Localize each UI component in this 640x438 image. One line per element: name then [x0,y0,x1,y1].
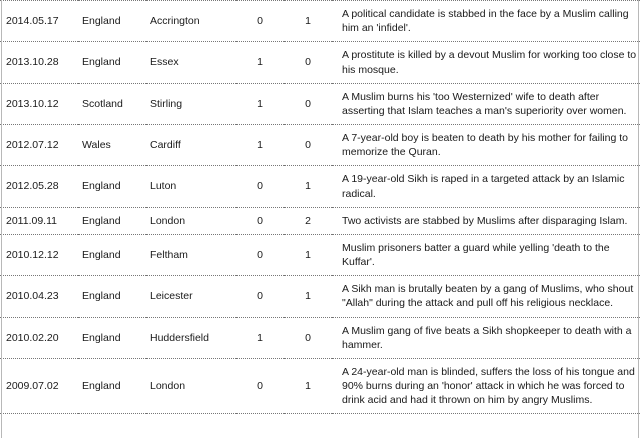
cell-killed: 0 [257,290,263,303]
cell-injured: 0 [305,97,311,110]
cell-killed: 0 [257,380,263,393]
cell-country: England [82,248,121,261]
cell-injured: 0 [305,56,311,69]
cell-injured: 1 [305,15,311,28]
cell-city: Leicester [150,290,193,303]
cell-injured: 0 [305,139,311,152]
table-row [0,166,640,207]
cell-description: A Muslim burns his 'too Westernized' wife to death after asserting that Islam teaches a man's superiority over women. [342,90,627,117]
cell-city: Essex [150,56,179,69]
cell-country: England [82,331,121,344]
cell-killed: 0 [257,214,263,227]
cell-injured: 1 [305,180,311,193]
cell-country: England [82,380,121,393]
table-row [0,125,640,166]
cell-date: 2011.09.11 [6,214,57,227]
table-left-border [1,0,2,438]
cell-killed: 1 [257,331,263,344]
cell-date: 2012.07.12 [6,139,59,152]
cell-country: England [82,56,121,69]
cell-description: A 24-year-old man is blinded, suffers the loss of his tongue and 90% burns during an 'honor' attack in which he was forced to drink acid and had it thrown on him by angry Muslims. [342,365,635,407]
cell-date: 2014.05.17 [6,15,59,28]
cell-date: 2010.04.23 [6,290,59,303]
cell-injured: 0 [305,331,311,344]
incident-table-body [0,1,640,414]
cell-killed: 0 [257,15,263,28]
cell-country: England [82,15,121,28]
cell-date: 2010.02.20 [6,331,59,344]
cell-date: 2013.10.12 [6,97,59,110]
cell-country: Scotland [82,97,123,110]
cell-city: Huddersfield [150,331,209,344]
cell-city: Feltham [150,248,188,261]
cell-city: London [150,380,186,393]
table-right-border [638,0,639,438]
cell-killed: 1 [257,97,263,110]
table-row [0,1,640,42]
cell-description: A political candidate is stabbed in the face by a Muslim calling him an 'infidel'. [342,8,629,35]
cell-killed: 1 [257,56,263,69]
table-row [0,276,640,317]
cell-description: Two activists are stabbed by Muslims after disparaging Islam. [342,214,628,227]
cell-description: A Sikh man is brutally beaten by a gang of Muslims, who shout "Allah" during the attack and pull off his religious necklace. [342,283,634,310]
cell-killed: 0 [257,180,263,193]
cell-city: Stirling [150,97,183,110]
cell-killed: 1 [257,139,263,152]
cell-description: A 19-year-old Sikh is raped in a targeted attack by an Islamic radical. [342,173,625,200]
table-row [0,317,640,358]
cell-date: 2013.10.28 [6,56,59,69]
cell-injured: 1 [305,380,311,393]
cell-injured: 1 [305,290,311,303]
cell-city: Luton [150,180,177,193]
table-row [0,83,640,124]
cell-city: London [150,214,186,227]
cell-country: England [82,214,121,227]
cell-injured: 1 [305,248,311,261]
cell-city: Cardiff [150,139,181,152]
cell-date: 2012.05.28 [6,180,59,193]
cell-date: 2009.07.02 [6,380,59,393]
table-row [0,42,640,83]
cell-injured: 2 [305,214,311,227]
cell-country: England [82,290,121,303]
cell-description: A Muslim gang of five beats a Sikh shopkeeper to death with a hammer. [342,324,632,351]
cell-country: Wales [82,139,111,152]
table-row [0,207,640,234]
cell-description: A prostitute is killed by a devout Muslim for working too close to his mosque. [342,49,637,76]
cell-country: England [82,180,121,193]
cell-date: 2010.12.12 [6,248,59,261]
cell-description: Muslim prisoners batter a guard while yelling 'death to the Kuffar'. [342,241,610,269]
cell-killed: 0 [257,248,263,261]
table-row [0,234,640,275]
table-row [0,358,640,414]
cell-description: A 7-year-old boy is beaten to death by his mother for failing to memorize the Quran. [342,132,628,159]
cell-city: Accrington [150,15,200,28]
